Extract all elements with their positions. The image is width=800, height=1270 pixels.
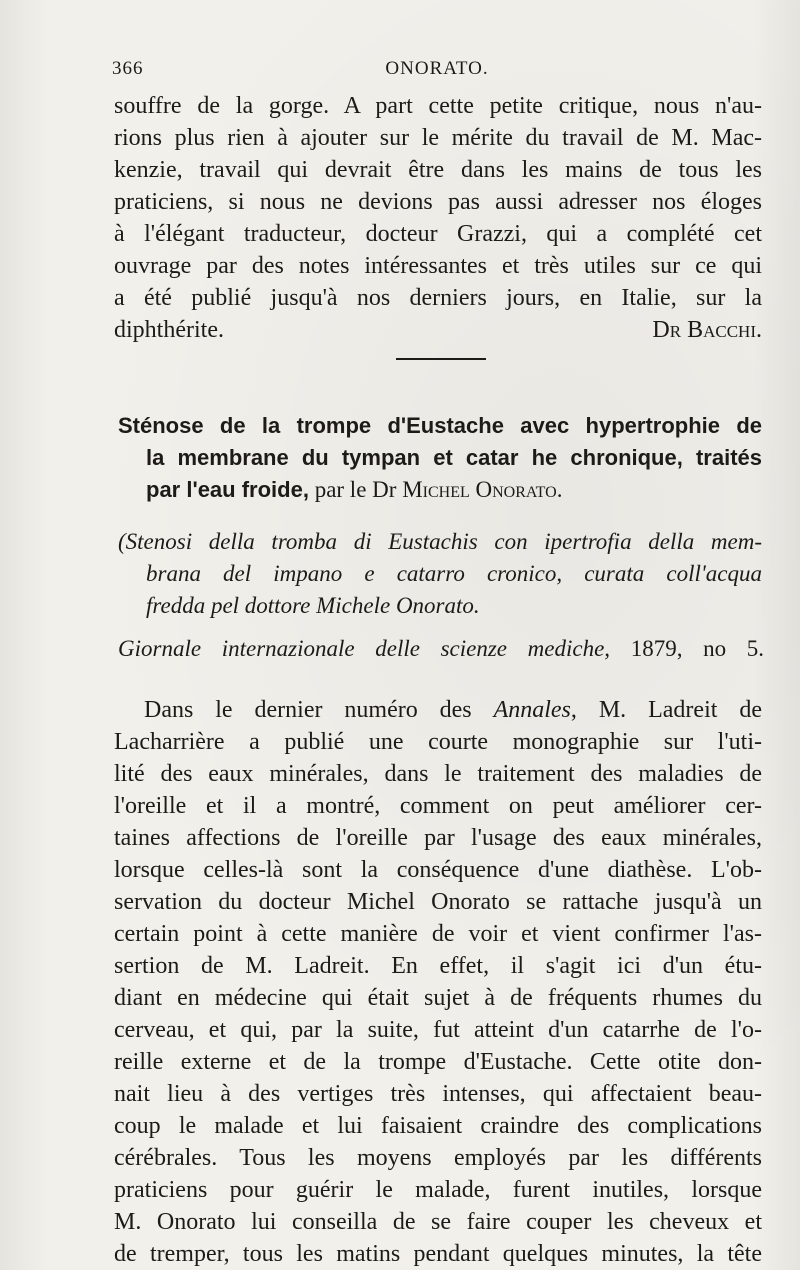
annales-italic: Annales bbox=[493, 697, 571, 723]
text-line: kenzie, travail qui devrait être dans les mains de tous les bbox=[114, 157, 762, 183]
section-divider bbox=[396, 358, 486, 360]
journal-line bbox=[118, 633, 764, 665]
text-line: coup le malade et lui faisaient craindre des complications bbox=[114, 1113, 762, 1139]
text-line: l'oreille et il a montré, comment on peut améliorer cer- bbox=[114, 793, 762, 819]
previous-review-conclusion bbox=[114, 90, 762, 346]
text-fragment: Dans le dernier numéro des bbox=[144, 697, 494, 723]
text-line: lité des eaux minérales, dans le traitement des maladies de bbox=[114, 761, 762, 787]
text-line: diphthérite. bbox=[114, 317, 224, 343]
text-line: praticiens, si nous ne devions pas aussi adresser nos éloges bbox=[114, 189, 762, 215]
text-line: cerveau, et qui, par la suite, fut atteint d'un catarrhe de l'o- bbox=[114, 1017, 762, 1043]
text-line: taines affections de l'oreille par l'usage des eaux minérales, bbox=[114, 825, 762, 851]
reviewer-signature: Dr Bacchi. bbox=[652, 317, 762, 343]
italic-line: fredda pel dottore Michele Onorato. bbox=[146, 593, 480, 618]
text-line: rions plus rien à ajouter sur le mérite du travail de M. Mac- bbox=[114, 125, 762, 151]
italian-title bbox=[118, 526, 762, 622]
text-line: lorsque celles-là sont la conséquence d'une diathèse. L'ob- bbox=[114, 857, 762, 883]
signature-line bbox=[114, 314, 762, 346]
page-header bbox=[112, 58, 762, 84]
title-line-with-byline bbox=[118, 474, 762, 506]
text-line: diant en médecine qui était sujet à de fréquents rhumes du bbox=[114, 985, 762, 1011]
text-line: ouvrage par des notes intéressantes et très utiles sur ce qui bbox=[114, 253, 762, 279]
text-line: à l'élégant traducteur, docteur Grazzi, qui a complété cet bbox=[114, 221, 762, 247]
title-line: Sténose de la trompe d'Eustache avec hypertrophie de bbox=[118, 413, 762, 438]
text-line: M. Onorato lui conseilla de se faire couper les cheveux et bbox=[114, 1209, 762, 1235]
text-line: a été publié jusqu'à nos derniers jours, en Italie, sur la bbox=[114, 285, 762, 311]
text-fragment: , M. Ladreit de bbox=[570, 697, 762, 723]
italic-line: brana del impano e catarro cronico, curata coll'acqua bbox=[146, 561, 762, 586]
journal-issue: 1879, no 5. bbox=[610, 636, 765, 661]
article-author: Michel Onorato. bbox=[402, 477, 563, 502]
text-line: servation du docteur Michel Onorato se rattache jusqu'à un bbox=[114, 889, 762, 915]
page-number: 366 bbox=[112, 58, 144, 79]
text-line: praticiens pour guérir le malade, furent inutiles, lorsque bbox=[114, 1177, 762, 1203]
title-line: par l'eau froide, bbox=[146, 477, 309, 502]
italic-line: (Stenosi della tromba di Eustachis con ipertrofia della mem- bbox=[118, 529, 762, 554]
text-line: certain point à cette manière de voir et vient confirmer l'as- bbox=[114, 921, 762, 947]
text-line: de tremper, tous les matins pendant quelques minutes, la tête bbox=[114, 1241, 762, 1267]
text-line: cérébrales. Tous les moyens employés par les différents bbox=[114, 1145, 762, 1171]
text-line: souffre de la gorge. A part cette petite critique, nous n'au- bbox=[114, 93, 762, 119]
journal-name: Giornale internazionale delle scienze mediche, bbox=[118, 636, 611, 661]
text-line: nait lieu à des vertiges très intenses, qui affectaient beau- bbox=[114, 1081, 762, 1107]
running-title: ONORATO. bbox=[385, 58, 489, 79]
title-line: la membrane du tympan et catar he chronique, traités bbox=[146, 445, 762, 470]
byline-prefix: par le Dr bbox=[308, 477, 403, 502]
article-title bbox=[118, 410, 762, 506]
review-body bbox=[114, 694, 762, 1270]
text-line: sertion de M. Ladreit. En effet, il s'agit ici d'un étu- bbox=[114, 953, 762, 979]
text-line: Lacharrière a publié une courte monographie sur l'uti- bbox=[114, 729, 762, 755]
text-line: reille externe et de la trompe d'Eustache. Cette otite don- bbox=[114, 1049, 762, 1075]
text-line bbox=[114, 694, 762, 726]
journal-reference bbox=[118, 633, 764, 665]
